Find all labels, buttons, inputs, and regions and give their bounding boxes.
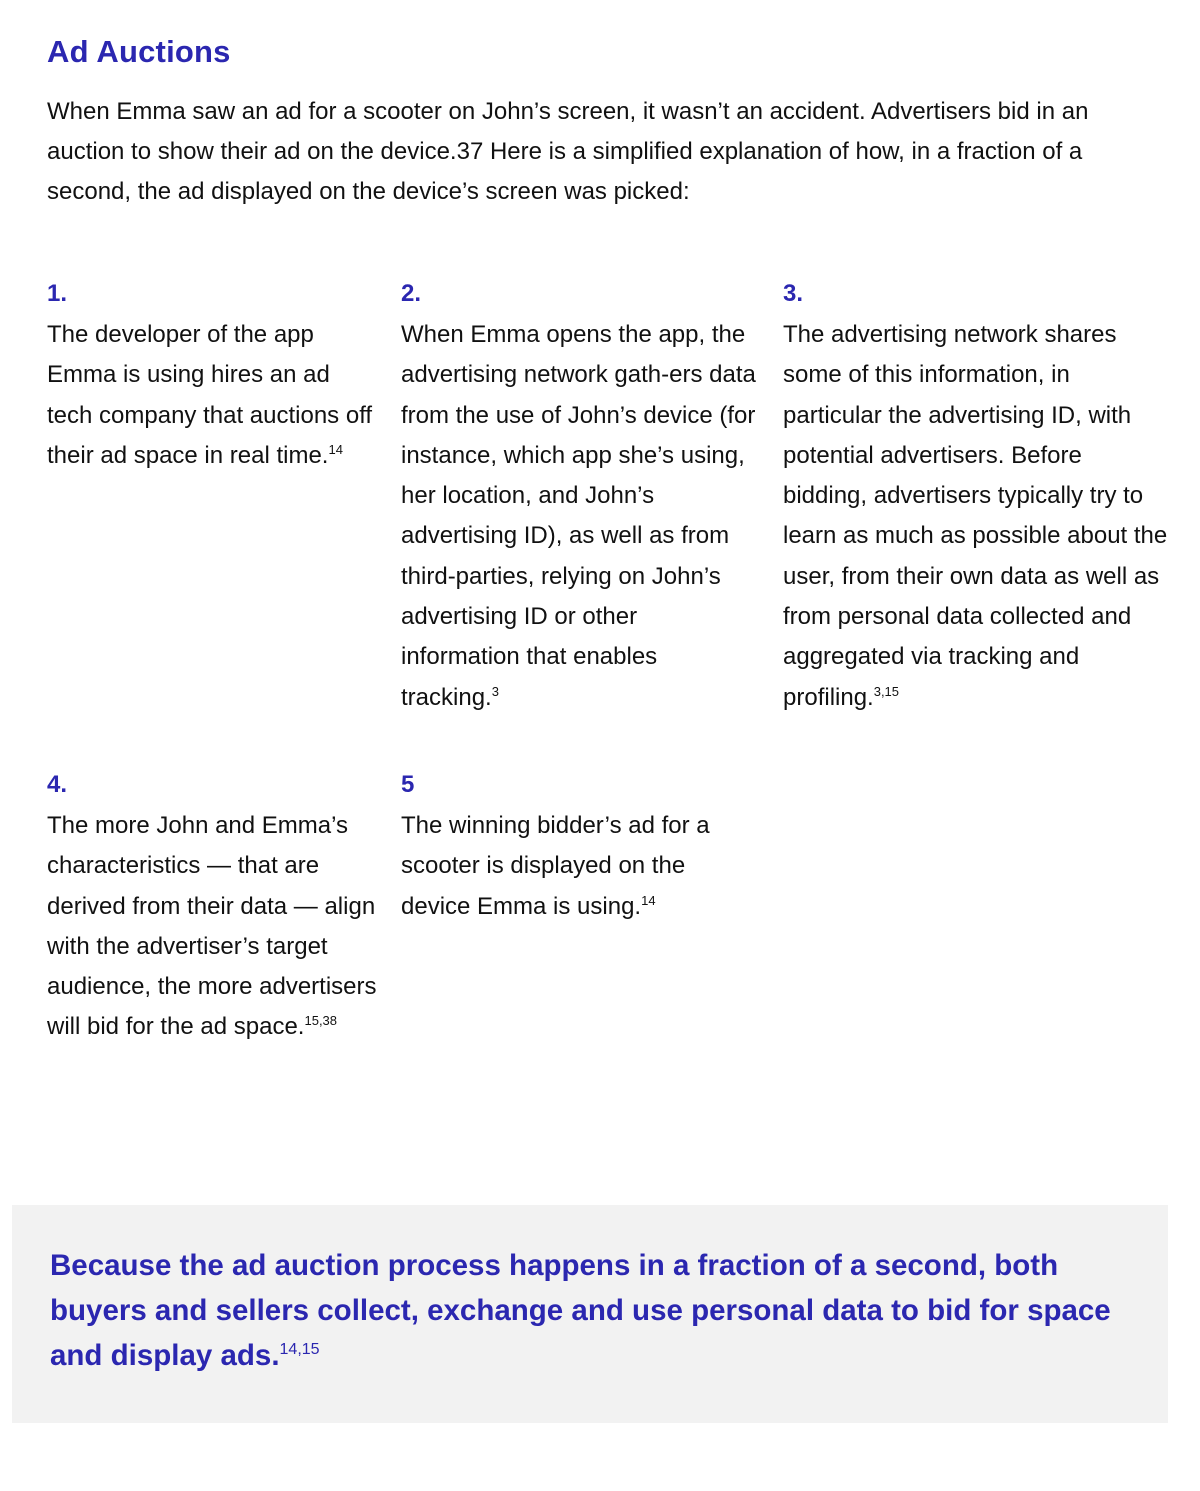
footnote-ref: 15,38 [304,1013,338,1029]
callout-box [12,1205,1168,1423]
footnote-ref: 14 [328,441,343,457]
step-text [401,806,741,927]
step-5 [401,765,741,927]
step-2 [401,274,756,718]
step-text-body: The developer of the app Emma is using hires an ad tech company that auctions off their ad space in real time. [47,321,373,469]
callout-text-body: Because the ad auction process happens in a fraction of a second, both buyers and sellers collect, exchange and use personal data to bid for space and display ads. [50,1249,1111,1372]
step-number: 5 [401,771,415,798]
footnote-ref: 3 [491,683,499,699]
step-text [401,315,756,718]
step-text-body: The winning bidder’s ad for a scooter is displayed on the device Emma is using. [401,812,710,920]
step-number: 4. [47,771,68,798]
footnote-ref: 14 [641,892,656,908]
step-text-body: The advertising network shares some of this information, in particular the advertising ID, with potential advertisers. Before bidding, advertisers typically try to learn as much as possible about the user, from their own data as well as from personal data collected and aggregated via tracking and profiling. [783,321,1168,711]
page-title: Ad Auctions [47,34,231,69]
step-text [47,806,377,1048]
step-number: 3. [783,280,804,307]
step-number: 2. [401,280,422,307]
callout-text [50,1243,1140,1378]
step-3 [783,274,1168,718]
step-text-body: The more John and Emma’s characteristics — that are derived from their data — align with the advertiser’s target audience, the more advertisers will bid for the ad space. [47,812,377,1041]
step-4 [47,765,377,1048]
step-text [783,315,1168,718]
step-text-body: When Emma opens the app, the advertising network gath-ers data from the use of John’s device (for instance, which app she’s using, her location, and John’s advertising ID), as well as from third-parties, relying on John’s advertising ID or other information that enables tracking. [401,321,756,711]
footnote-ref: 3,15 [873,683,900,699]
footnote-ref: 14,15 [279,1341,320,1358]
step-number: 1. [47,280,68,307]
step-1 [47,274,377,476]
intro-paragraph: When Emma saw an ad for a scooter on John’s screen, it wasn’t an accident. Advertisers bid in an auction to show their ad on the device.37 Here is a simplified explanation of how, in a fraction of a second, the ad displayed on the device’s screen was picked: [47,98,1089,205]
step-text [47,315,377,476]
